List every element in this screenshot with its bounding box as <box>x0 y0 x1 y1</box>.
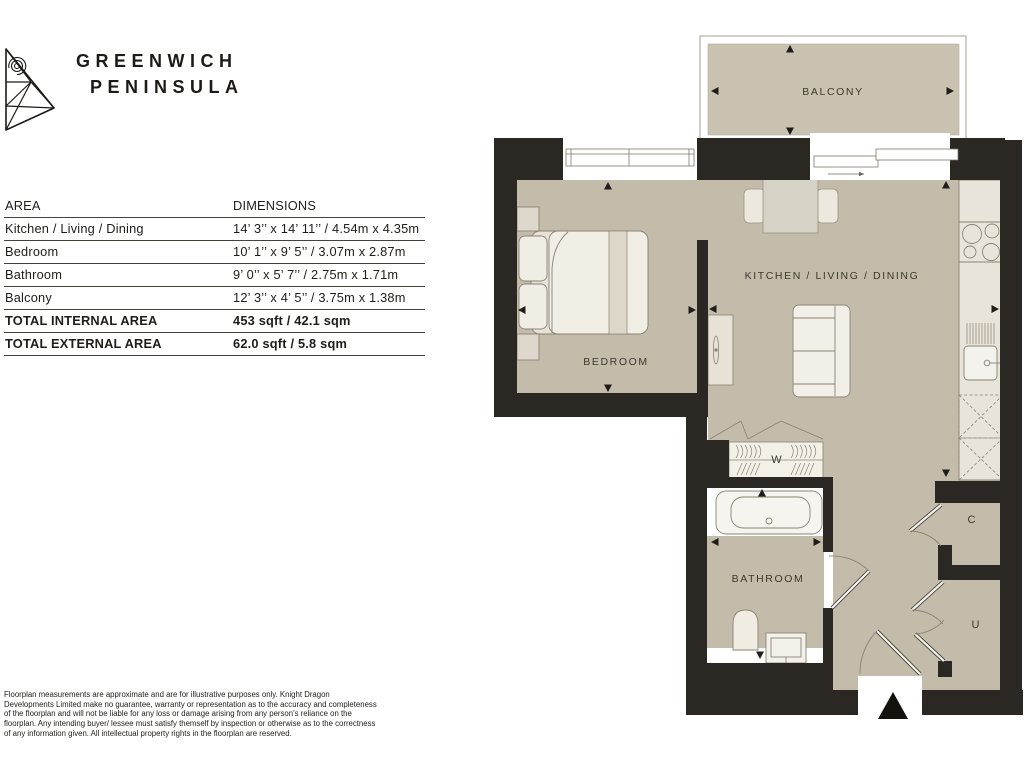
balcony-label: BALCONY <box>802 86 864 98</box>
chair-icon <box>817 189 838 223</box>
chair-icon <box>744 189 765 223</box>
area-cell: TOTAL EXTERNAL AREA <box>4 333 232 356</box>
brand-line-2: PENINSULA <box>90 77 244 97</box>
area-cell: Balcony <box>4 287 232 310</box>
dims-cell: 62.0 sqft / 5.8 sqm <box>232 333 425 356</box>
col-header-area: AREA <box>4 198 232 218</box>
brand-line-1: GREENWICH <box>76 51 238 71</box>
disclaimer-text: Floorplan measurements are approximate and are for illustrative purposes only. Knight Dragon Developments Limited make no guarantee, warranty or representation as to the accuracy and completeness of the floorplan and will not be liable for any loss or damage arising from any person's reliance on the floorplan. Any intending buyer/ lessee must satisfy themself by inspection or otherwise as to the correctness of any information given. All intellectual property rights in the floorplan are reserved. <box>4 689 377 738</box>
kitchen-counter <box>959 180 1003 480</box>
area-cell: Kitchen / Living / Dining <box>4 218 232 241</box>
entrance <box>858 676 922 719</box>
cupboard-label: C <box>967 514 977 526</box>
bedroom-window-icon <box>563 133 697 180</box>
area-cell: Bathroom <box>4 264 232 287</box>
bedroom-label: BEDROOM <box>583 356 649 368</box>
dims-cell: 453 sqft / 42.1 sqm <box>232 310 425 333</box>
utility-label: U <box>971 619 981 631</box>
nightstand-icon <box>517 207 539 231</box>
dims-cell: 14’ 3’’ x 14’ 11’’ / 4.54m x 4.35m <box>232 218 425 241</box>
console-table-icon <box>708 315 733 385</box>
dims-cell: 12’ 3’’ x 4’ 5’’ / 3.75m x 1.38m <box>232 287 425 310</box>
bathroom-floor <box>707 536 824 648</box>
dims-cell: 10’ 1’’ x 9’ 5’’ / 3.07m x 2.87m <box>232 241 425 264</box>
pillow-icon <box>519 284 547 329</box>
col-header-dimensions: DIMENSIONS <box>232 198 425 218</box>
nightstand-icon <box>517 334 539 360</box>
bathroom-label: BATHROOM <box>731 573 805 585</box>
balcony-slider-window-icon <box>810 133 958 180</box>
toilet-icon <box>733 610 758 650</box>
dims-cell: 9’ 0’’ x 5’ 7’’ / 2.75m x 1.71m <box>232 264 425 287</box>
area-cell: Bedroom <box>4 241 232 264</box>
wardrobe-label: W <box>771 454 783 466</box>
basin-icon <box>766 633 806 663</box>
doorway-floor <box>694 178 708 242</box>
bathtub-icon <box>716 491 822 534</box>
sofa-icon <box>793 305 850 397</box>
area-cell: TOTAL INTERNAL AREA <box>4 310 232 333</box>
pillow-icon <box>519 236 547 281</box>
kitchen-living-dining-label: KITCHEN / LIVING / DINING <box>744 270 920 282</box>
